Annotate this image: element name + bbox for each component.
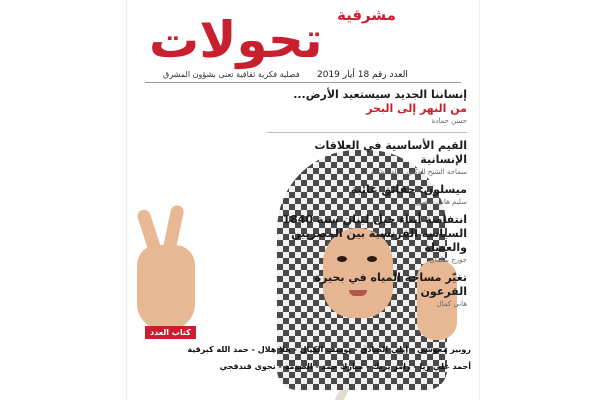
headline-title: تغيّر مساحة المياه في بحيرة القرعون xyxy=(314,271,467,298)
tagline: فصلية فكرية ثقافية تعنى بشؤون المشرق xyxy=(163,70,300,79)
headline-item xyxy=(267,271,467,309)
headline-subtitle: من النهر إلى البحر xyxy=(366,102,467,115)
headline-title: ميسلون: حقائق غائبة xyxy=(350,183,467,196)
headline-author: هاني كمال xyxy=(436,300,467,308)
masthead-subtitle: مشرقية xyxy=(337,6,396,24)
contributors-line: أحمد علي ريا - رامز يزبك - مبارك حمد - الصدمة - نجوى قندقجي xyxy=(219,362,471,371)
headline-item xyxy=(267,213,467,265)
header-divider xyxy=(145,82,461,83)
issue-info: العدد رقم 18 أيار 2019 xyxy=(317,70,408,80)
headline-item xyxy=(267,139,467,177)
magazine-cover xyxy=(126,0,480,400)
headline-divider xyxy=(267,132,467,133)
book-of-issue-badge: كتاب العدد xyxy=(145,326,196,339)
masthead-title: تحولات xyxy=(149,11,323,69)
contributors-line: روبير معوشي - إيلي الصادق - يوسف الكيال - هلا هلال - حمد الله كبرقية xyxy=(187,345,471,354)
finger-index xyxy=(136,208,163,258)
headline-title: القيم الأساسية في العلاقات الإنسانية xyxy=(314,139,467,166)
headline-author: جورج سلمان xyxy=(429,256,467,264)
headline-item xyxy=(267,183,467,207)
headline-subtitle: السياسة الفرنسية بين المصريين والعصاة xyxy=(291,227,467,254)
headline-title: انتفاضة أبناء جبل لبنان سنة 1840 xyxy=(282,213,467,226)
headline-author: حسن حمادة xyxy=(431,117,467,125)
headline-item xyxy=(267,88,467,126)
headlines-list xyxy=(267,88,467,315)
headline-author: سماحة الشيخ الدكتور خالد الشقم xyxy=(370,168,467,176)
finger-middle xyxy=(162,204,185,254)
victory-hand xyxy=(137,245,195,330)
headline-author: سليم هاني منصور xyxy=(415,198,467,206)
headline-title: إنساننا الجديد سيستعيد الأرض... xyxy=(293,88,467,101)
